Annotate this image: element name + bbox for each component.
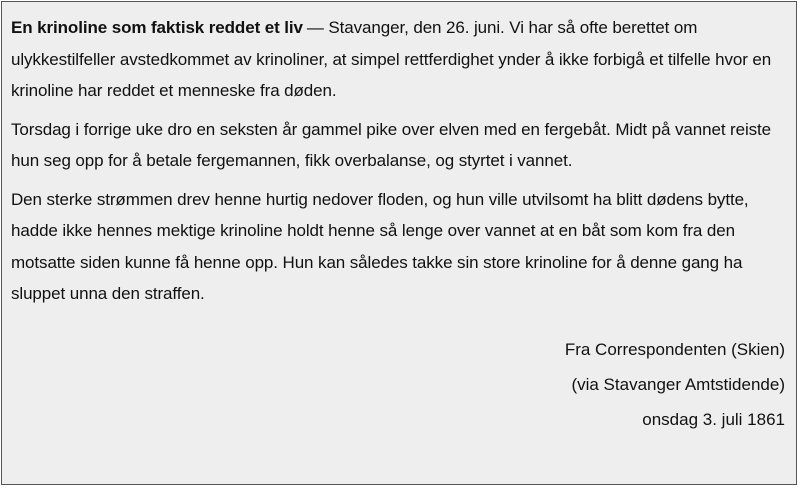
signature-block bbox=[11, 332, 786, 437]
lead-text: — Stavanger, den 26. juni. Vi har så ofte berettet om ulykkestilfeller avstedkommet av krinoliner, at simpel rettferdighet ynder å ikke forbigå et tilfelle hvor en krinoline har reddet et menneske fra døden. bbox=[11, 18, 772, 100]
body-paragraph-2: Den sterke strømmen drev henne hurtig nedover floden, og hun ville utvilsomt ha blitt dødens bytte, hadde ikke hennes mektige krinoline holdt henne så lenge over vannet at en båt som kom fra den motsatte siden kunne få henne opp. Hun kan således takke sin store krinoline for å denne gang ha sluppet unna den straffen. bbox=[11, 189, 749, 303]
signature-date: onsdag 3. juli 1861 bbox=[642, 409, 785, 429]
body-paragraph-1: Torsdag i forrige uke dro en seksten år gammel pike over elven med en fergebåt. Midt på vannet reiste hun seg opp for å betale fergemannen, fikk overbalanse, og styrtet i vannet. bbox=[11, 119, 772, 170]
lead-paragraph bbox=[11, 12, 786, 107]
headline: En krinoline som faktisk reddet et liv bbox=[11, 18, 303, 37]
article-box bbox=[1, 1, 797, 485]
signature-via: (via Stavanger Amtstidende) bbox=[571, 374, 785, 394]
signature-source: Fra Correspondenten (Skien) bbox=[564, 339, 785, 359]
